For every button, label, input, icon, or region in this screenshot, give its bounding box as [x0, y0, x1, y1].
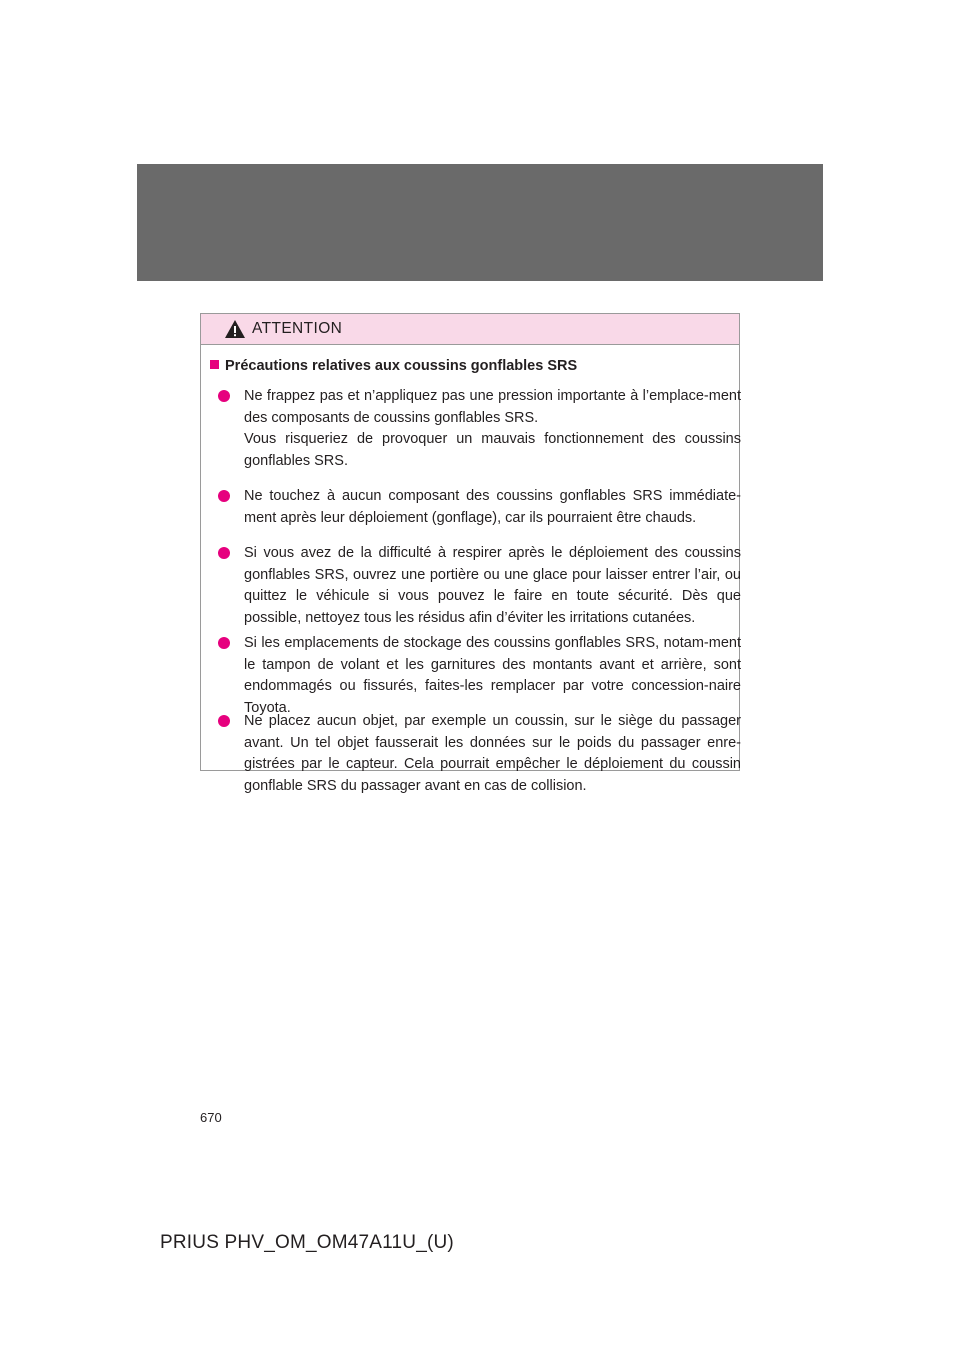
square-bullet-icon [210, 360, 219, 369]
attention-box [200, 313, 741, 794]
attention-title: ATTENTION [252, 320, 343, 337]
section-heading [210, 358, 577, 374]
chapter-header-band [137, 164, 823, 281]
list-item [218, 633, 741, 719]
page-number: 670 [200, 1110, 222, 1125]
list-item-text: Si les emplacements de stockage des coussins gonflables SRS, notam-ment le tampon de volant et les garnitures des montants avant et arrière, sont endommagés ou fissurés, faites-les remplacer par votre concession-naire Toyota. [244, 635, 741, 716]
list-item-text: Si vous avez de la difficulté à respirer après le déploiement des coussins gonflables SRS, ouvrez une portière ou une glace pour laisser entrer l’air, ou quittez le véhicule si vous pouvez le faire en toute sécurité. Dès que possible, nettoyez tous les résidus afin d’éviter les irritations cutanées. [244, 545, 741, 626]
round-bullet-icon [218, 547, 230, 559]
warning-triangle-icon [224, 319, 246, 339]
round-bullet-icon [218, 637, 230, 649]
section-heading-text: Précautions relatives aux coussins gonflables SRS [225, 358, 578, 374]
list-item-text: Ne frappez pas et n’appliquez pas une pression importante à l’emplace-ment des composants de coussins gonflables SRS. [244, 388, 741, 426]
footer-document-code: PRIUS PHV_OM_OM47A11U_(U) [160, 1232, 454, 1253]
list-item [218, 711, 741, 797]
round-bullet-icon [218, 490, 230, 502]
list-item [218, 543, 741, 629]
list-item [218, 386, 741, 472]
list-item [218, 486, 741, 529]
list-item-text: Vous risqueriez de provoquer un mauvais fonctionnement des coussins gonflables SRS. [244, 431, 741, 469]
attention-header [201, 314, 739, 345]
round-bullet-icon [218, 715, 230, 727]
list-item-text: Ne placez aucun objet, par exemple un coussin, sur le siège du passager avant. Un tel objet fausserait les données sur le poids du passager enre-gistrées par le capteur. Cela pourrait empêcher le déploiement du coussin gonflable SRS du passager avant en cas de collision. [244, 713, 741, 794]
round-bullet-icon [218, 390, 230, 402]
list-item-text: Ne touchez à aucun composant des coussins gonflables SRS immédiate-ment après leur déploiement (gonflage), car ils pourraient être chauds. [244, 488, 741, 526]
